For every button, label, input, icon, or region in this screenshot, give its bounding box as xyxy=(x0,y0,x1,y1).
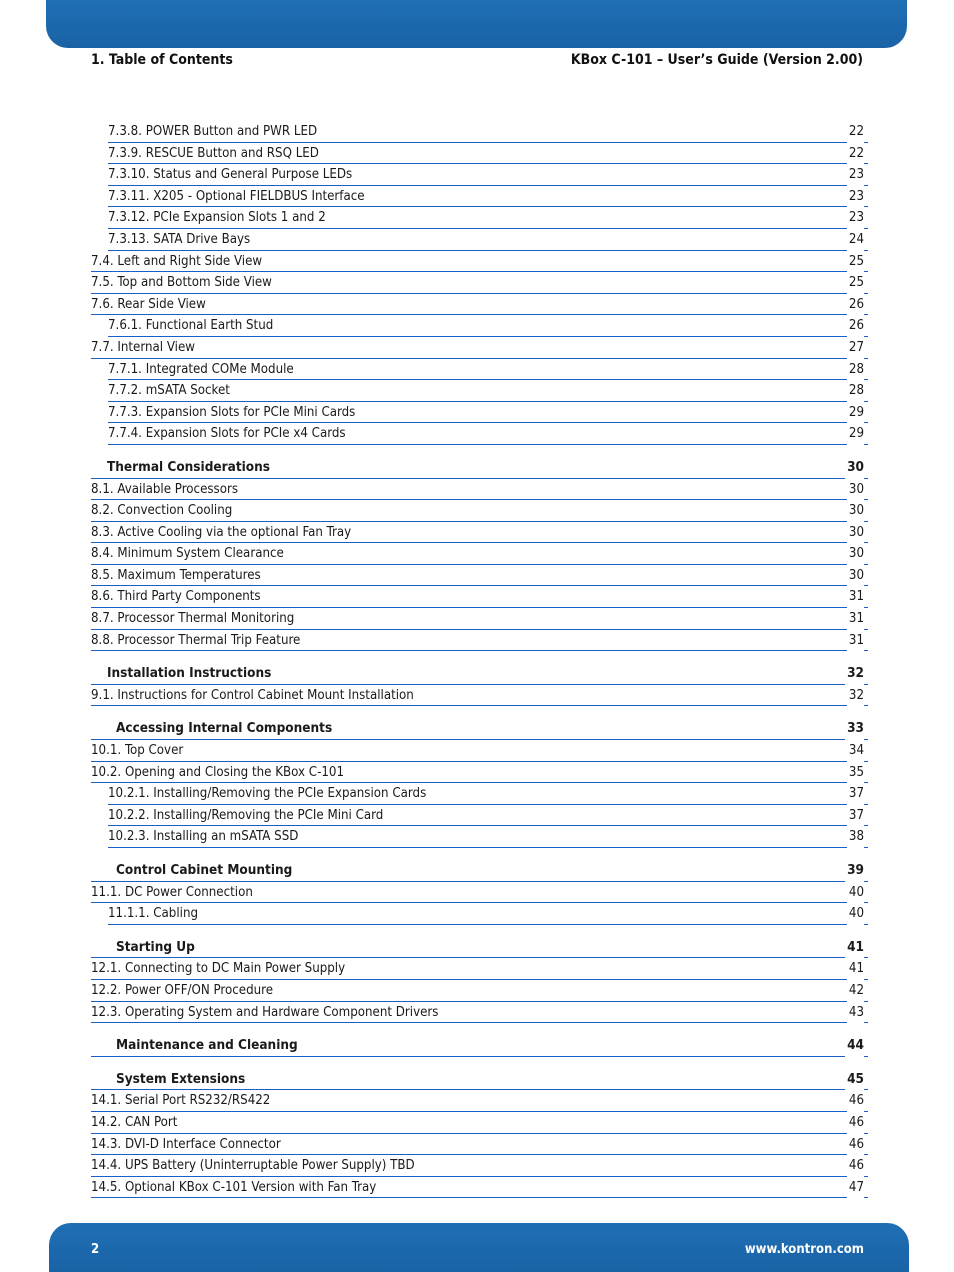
toc-page-number: 44 xyxy=(845,1035,864,1057)
toc-entry-link[interactable] xyxy=(108,164,868,186)
toc-page-number: 40 xyxy=(847,882,864,904)
toc-entry-title: 7.3.12. PCIe Expansion Slots 1 and 2 xyxy=(108,210,326,226)
toc-entry-title: 7.3.10. Status and General Purpose LEDs xyxy=(108,167,353,183)
toc-entry-title: 7.6.1. Functional Earth Stud xyxy=(108,318,274,334)
toc-page-number: 31 xyxy=(847,608,864,630)
toc-entry-title: Installation Instructions xyxy=(91,665,273,681)
toc-entry-link[interactable] xyxy=(108,186,868,208)
toc-entry-title: 14.2. CAN Port xyxy=(91,1114,178,1130)
toc-entry-title: 14.5. Optional KBox C-101 Version with Fan Tray xyxy=(91,1179,377,1195)
toc-entry-link[interactable] xyxy=(108,423,868,445)
toc-page-number: 47 xyxy=(847,1177,864,1199)
toc-page-number: 42 xyxy=(847,980,864,1002)
toc-entry-link[interactable] xyxy=(108,783,868,805)
toc-entry-title: 14.4. UPS Battery (Uninterruptable Power Supply) TBD xyxy=(91,1158,415,1174)
toc-entry-link[interactable] xyxy=(108,143,868,165)
toc-chapter-link[interactable] xyxy=(91,663,868,685)
toc-page-number: 31 xyxy=(847,630,864,652)
table-of-contents xyxy=(91,121,868,1198)
toc-entry-link[interactable] xyxy=(91,565,868,587)
toc-entry-title: 7.3.11. X205 - Optional FIELDBUS Interface xyxy=(108,188,365,204)
toc-entry-title: 14.1. Serial Port RS232/RS422 xyxy=(91,1093,271,1109)
toc-entry-link[interactable] xyxy=(91,1002,868,1024)
toc-entry-title: 12.2. Power OFF/ON Procedure xyxy=(91,982,274,998)
toc-entry-link[interactable] xyxy=(91,1112,868,1134)
toc-entry-title: 10.2.3. Installing an mSATA SSD xyxy=(108,829,299,845)
toc-chapter-link[interactable] xyxy=(91,718,868,740)
toc-entry-title: 7.5. Top and Bottom Side View xyxy=(91,275,272,291)
toc-page-number: 41 xyxy=(845,937,864,959)
toc-entry-title: 8.8. Processor Thermal Trip Feature xyxy=(91,632,301,648)
toc-entry-title: Starting Up xyxy=(91,939,197,955)
toc-entry-title: 8.2. Convection Cooling xyxy=(91,503,233,519)
toc-entry-title: 7.4. Left and Right Side View xyxy=(91,253,263,269)
toc-entry-title: 8.3. Active Cooling via the optional Fan Tray xyxy=(91,524,352,540)
toc-page-number: 37 xyxy=(847,783,864,805)
toc-page-number: 43 xyxy=(847,1002,864,1024)
toc-entry-link[interactable] xyxy=(91,608,868,630)
toc-page-number: 28 xyxy=(847,380,864,402)
toc-entry-link[interactable] xyxy=(91,980,868,1002)
toc-chapter-link[interactable] xyxy=(91,1035,868,1057)
toc-entry-link[interactable] xyxy=(108,805,868,827)
toc-chapter-link[interactable] xyxy=(91,457,868,479)
toc-entry-link[interactable] xyxy=(108,207,868,229)
toc-page-number: 24 xyxy=(847,229,864,251)
toc-page-number: 39 xyxy=(845,860,864,882)
toc-page-number: 26 xyxy=(847,315,864,337)
toc-page-number: 32 xyxy=(845,663,864,685)
toc-entry-title: 7.7.3. Expansion Slots for PCIe Mini Cards xyxy=(108,404,356,420)
document-title: KBox C-101 – User’s Guide (Version 2.00) xyxy=(570,52,863,68)
toc-entry-link[interactable] xyxy=(91,740,868,762)
toc-entry-link[interactable] xyxy=(91,1177,868,1199)
page-number: 2 xyxy=(91,1242,100,1257)
toc-entry-title: 7.7. Internal View xyxy=(91,339,195,355)
toc-entry-title: 10.2.1. Installing/Removing the PCIe Expansion Cards xyxy=(108,786,427,802)
toc-page-number: 28 xyxy=(847,359,864,381)
toc-entry-link[interactable] xyxy=(108,826,868,848)
toc-page-number: 26 xyxy=(847,294,864,316)
toc-entry-link[interactable] xyxy=(91,337,868,359)
toc-entry-link[interactable] xyxy=(91,1134,868,1156)
toc-page-number: 33 xyxy=(845,718,864,740)
toc-page-number: 41 xyxy=(847,958,864,980)
header-band xyxy=(46,0,907,48)
toc-page-number: 23 xyxy=(847,207,864,229)
toc-page-number: 46 xyxy=(847,1112,864,1134)
toc-page-number: 37 xyxy=(847,805,864,827)
toc-page-number: 25 xyxy=(847,272,864,294)
toc-page-number: 46 xyxy=(847,1134,864,1156)
toc-entry-title: 8.7. Processor Thermal Monitoring xyxy=(91,611,295,627)
toc-entry-title: 7.3.9. RESCUE Button and RSQ LED xyxy=(108,145,319,161)
toc-entry-title: 10.2. Opening and Closing the KBox C-101 xyxy=(91,764,344,780)
toc-entry-link[interactable] xyxy=(91,500,868,522)
toc-entry-title: 7.3.13. SATA Drive Bays xyxy=(108,231,251,247)
toc-entry-title: Maintenance and Cleaning xyxy=(91,1037,300,1053)
section-title: 1. Table of Contents xyxy=(91,52,233,68)
toc-entry-title: 12.3. Operating System and Hardware Component Drivers xyxy=(91,1004,439,1020)
toc-entry-link[interactable] xyxy=(91,630,868,652)
toc-page-number: 30 xyxy=(847,543,864,565)
toc-page-number: 29 xyxy=(847,402,864,424)
toc-page-number: 30 xyxy=(847,522,864,544)
toc-chapter-link[interactable] xyxy=(91,860,868,882)
toc-entry-title: 7.7.1. Integrated COMe Module xyxy=(108,361,294,377)
toc-entry-title: 7.6. Rear Side View xyxy=(91,296,206,312)
toc-page-number: 34 xyxy=(847,740,864,762)
toc-entry-title: 8.6. Third Party Components xyxy=(91,589,261,605)
toc-page-number: 22 xyxy=(847,143,864,165)
toc-page-number: 30 xyxy=(847,565,864,587)
toc-page-number: 32 xyxy=(847,685,864,707)
toc-entry-title: 11.1.1. Cabling xyxy=(108,906,198,922)
toc-entry-link[interactable] xyxy=(108,229,868,251)
toc-entry-title: 14.3. DVI-D Interface Connector xyxy=(91,1136,281,1152)
toc-entry-title: System Extensions xyxy=(91,1071,247,1087)
toc-entry-title: 8.5. Maximum Temperatures xyxy=(91,567,261,583)
toc-entry-title: 7.7.2. mSATA Socket xyxy=(108,383,230,399)
toc-entry-link[interactable] xyxy=(108,315,868,337)
toc-entry-link[interactable] xyxy=(108,903,868,925)
toc-entry-link[interactable] xyxy=(91,272,868,294)
toc-entry-title: 9.1. Instructions for Control Cabinet Mount Installation xyxy=(91,687,414,703)
toc-page-number: 38 xyxy=(847,826,864,848)
toc-entry-link[interactable] xyxy=(91,294,868,316)
toc-entry-link[interactable] xyxy=(91,1155,868,1177)
toc-page-number: 22 xyxy=(847,121,864,143)
toc-entry-link[interactable] xyxy=(91,762,868,784)
toc-page-number: 30 xyxy=(845,457,864,479)
toc-page-number: 29 xyxy=(847,423,864,445)
toc-entry-link[interactable] xyxy=(91,251,868,273)
toc-entry-title: 11.1. DC Power Connection xyxy=(91,884,253,900)
toc-entry-link[interactable] xyxy=(91,958,868,980)
toc-page-number: 30 xyxy=(847,500,864,522)
toc-page-number: 46 xyxy=(847,1155,864,1177)
toc-entry-link[interactable] xyxy=(108,121,868,143)
toc-entry-link[interactable] xyxy=(91,522,868,544)
toc-page-number: 23 xyxy=(847,186,864,208)
toc-page-number: 27 xyxy=(847,337,864,359)
toc-chapter-link[interactable] xyxy=(91,1069,868,1091)
toc-entry-link[interactable] xyxy=(91,479,868,501)
toc-page-number: 31 xyxy=(847,586,864,608)
toc-entry-title: Control Cabinet Mounting xyxy=(91,862,294,878)
toc-chapter-link[interactable] xyxy=(91,937,868,959)
toc-page-number: 45 xyxy=(845,1069,864,1091)
toc-entry-link[interactable] xyxy=(91,1090,868,1112)
toc-entry-link[interactable] xyxy=(108,380,868,402)
toc-entry-link[interactable] xyxy=(91,543,868,565)
toc-entry-title: 12.1. Connecting to DC Main Power Supply xyxy=(91,961,346,977)
toc-page-number: 35 xyxy=(847,762,864,784)
toc-page-number: 46 xyxy=(847,1090,864,1112)
toc-entry-title: 8.4. Minimum System Clearance xyxy=(91,546,284,562)
toc-entry-link[interactable] xyxy=(91,685,868,707)
toc-entry-title: 10.1. Top Cover xyxy=(91,743,184,759)
toc-page-number: 25 xyxy=(847,251,864,273)
toc-entry-link[interactable] xyxy=(91,882,868,904)
toc-entry-link[interactable] xyxy=(108,402,868,424)
toc-page-number: 23 xyxy=(847,164,864,186)
toc-entry-title: Accessing Internal Components xyxy=(91,720,334,736)
toc-entry-title: 10.2.2. Installing/Removing the PCIe Mini Card xyxy=(108,807,384,823)
toc-entry-link[interactable] xyxy=(108,359,868,381)
toc-entry-link[interactable] xyxy=(91,586,868,608)
toc-page-number: 40 xyxy=(847,903,864,925)
website-link[interactable]: www.kontron.com xyxy=(744,1242,864,1257)
toc-entry-title: 8.1. Available Processors xyxy=(91,481,239,497)
toc-entry-title: Thermal Considerations xyxy=(91,459,272,475)
toc-entry-title: 7.7.4. Expansion Slots for PCIe x4 Cards xyxy=(108,426,346,442)
footer-band xyxy=(49,1223,909,1272)
toc-entry-title: 7.3.8. POWER Button and PWR LED xyxy=(108,124,318,139)
toc-page-number: 30 xyxy=(847,479,864,501)
